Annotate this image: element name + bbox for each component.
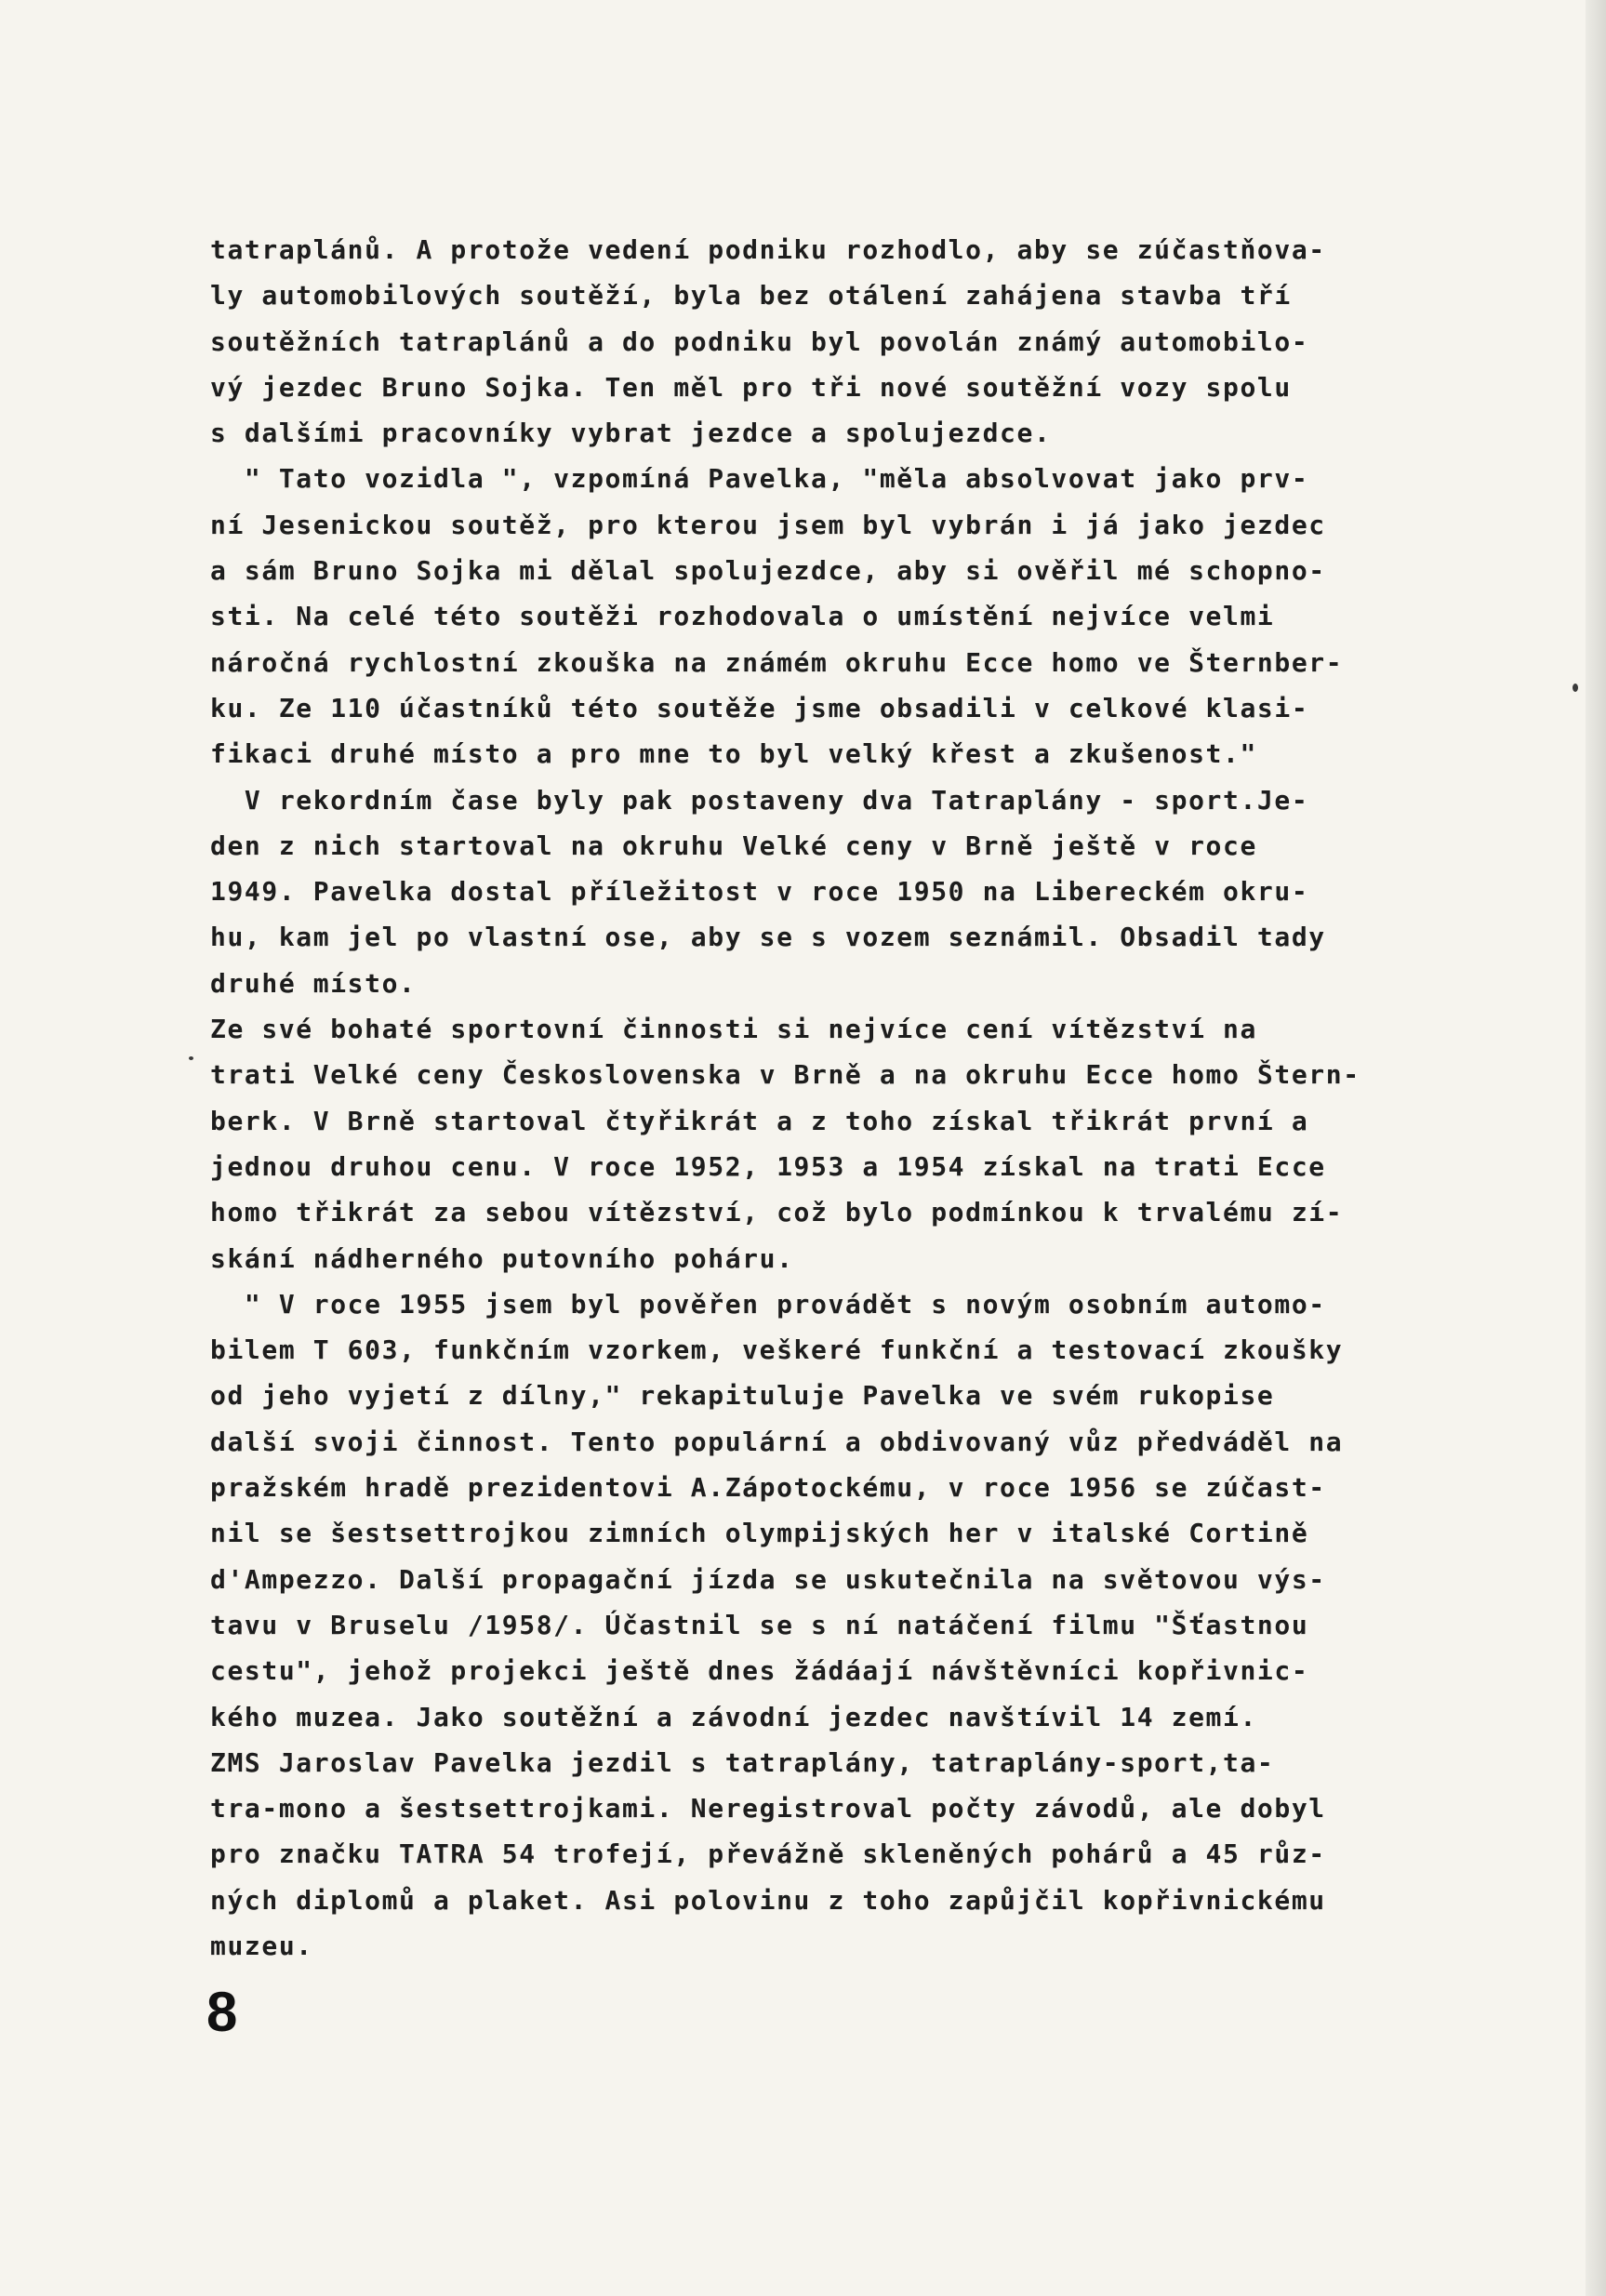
text-line: kého muzea. Jako soutěžní a závodní jezdec navštívil 14 zemí. bbox=[210, 1701, 1257, 1732]
text-line: ní Jesenickou soutěž, pro kterou jsem byl vybrán i já jako jezdec bbox=[210, 509, 1326, 540]
text-line: ných diplomů a plaket. Asi polovinu z toho zapůjčil kopřivnickému bbox=[210, 1884, 1326, 1916]
text-line: cestu", jehož projekci ještě dnes žádáají návštěvníci kopřivnic- bbox=[210, 1655, 1309, 1687]
text-line: a sám Bruno Sojka mi dělal spolujezdce, aby si ověřil mé schopno- bbox=[210, 555, 1326, 587]
text-line: další svoji činnost. Tento populární a obdivovaný vůz předváděl na bbox=[210, 1426, 1344, 1457]
text-line: skání nádherného putovního poháru. bbox=[210, 1242, 794, 1274]
text-line: trati Velké ceny Československa v Brně a na okruhu Ecce homo Štern- bbox=[210, 1059, 1360, 1091]
text-line: ZMS Jaroslav Pavelka jezdil s tatraplány, tatraplány-sport,ta- bbox=[210, 1746, 1275, 1778]
text-line: 1949. Pavelka dostal příležitost v roce 1950 na Libereckém okru- bbox=[210, 876, 1309, 908]
text-line: soutěžních tatraplánů a do podniku byl povolán známý automobilo- bbox=[210, 325, 1309, 357]
text-line: druhé místo. bbox=[210, 967, 417, 999]
text-line: jednou druhou cenu. V roce 1952, 1953 a 1954 získal na trati Ecce bbox=[210, 1150, 1326, 1182]
text-line: sti. Na celé této soutěži rozhodovala o umístění nejvíce velmi bbox=[210, 601, 1275, 632]
text-line: tatraplánů. A protože vedení podniku rozhodlo, aby se zúčastňova- bbox=[210, 234, 1326, 265]
text-line: muzeu. bbox=[210, 1930, 313, 1961]
text-line: den z nich startoval na okruhu Velké ceny v Brně ještě v roce bbox=[210, 829, 1257, 861]
text-line: berk. V Brně startoval čtyřikrát a z toho získal třikrát první a bbox=[210, 1105, 1309, 1136]
text-line: Ze své bohaté sportovní činnosti si nejvíce cení vítězství na bbox=[210, 1014, 1257, 1045]
text-line: nil se šestsettrojkou zimních olympijských her v italské Cortině bbox=[210, 1518, 1309, 1549]
text-line: pro značku TATRA 54 trofejí, převážně skleněných pohárů a 45 růz- bbox=[210, 1838, 1326, 1870]
text-line: tavu v Bruselu /1958/. Účastnil se s ní natáčení filmu "Šťastnou bbox=[210, 1609, 1309, 1640]
text-line: ku. Ze 110 účastníků této soutěže jsme obsadili v celkové klasi- bbox=[210, 692, 1309, 723]
text-line: ly automobilových soutěží, byla bez otálení zahájena stavba tří bbox=[210, 280, 1292, 312]
text-line: s dalšími pracovníky vybrat jezdce a spolujezdce. bbox=[210, 418, 1052, 449]
body-text bbox=[210, 227, 1475, 1969]
paper-speck bbox=[189, 1056, 193, 1060]
text-line: tra-mono a šestsettrojkami. Neregistroval počty závodů, ale dobyl bbox=[210, 1793, 1326, 1825]
text-line: vý jezdec Bruno Sojka. Ten měl pro tři nové soutěžní vozy spolu bbox=[210, 371, 1292, 403]
text-line: fikaci druhé místo a pro mne to byl velký křest a zkušenost." bbox=[210, 738, 1257, 770]
text-line: homo třikrát za sebou vítězství, což bylo podmínkou k trvalému zí- bbox=[210, 1197, 1344, 1228]
paper-speck bbox=[1573, 683, 1578, 692]
text-line: " Tato vozidla ", vzpomíná Pavelka, "měla absolvovat jako prv- bbox=[210, 463, 1309, 495]
text-line: náročná rychlostní zkouška na známém okruhu Ecce homo ve Šternber- bbox=[210, 646, 1344, 678]
text-line: pražském hradě prezidentovi A.Zápotockému, v roce 1956 se zúčast- bbox=[210, 1472, 1326, 1504]
page-number: 8 bbox=[206, 1981, 238, 2043]
text-line: d'Ampezzo. Další propagační jízda se uskutečnila na světovou výs- bbox=[210, 1563, 1326, 1595]
text-line: " V roce 1955 jsem byl pověřen provádět s novým osobním automo- bbox=[210, 1288, 1326, 1320]
text-line: bilem T 603, funkčním vzorkem, veškeré funkční a testovací zkoušky bbox=[210, 1334, 1344, 1366]
text-line: hu, kam jel po vlastní ose, aby se s vozem seznámil. Obsadil tady bbox=[210, 922, 1326, 953]
text-line: V rekordním čase byly pak postaveny dva Tatraplány - sport.Je- bbox=[210, 784, 1309, 816]
page-edge-shadow bbox=[1586, 0, 1606, 2296]
text-line: od jeho vyjetí z dílny," rekapituluje Pavelka ve svém rukopise bbox=[210, 1380, 1275, 1412]
